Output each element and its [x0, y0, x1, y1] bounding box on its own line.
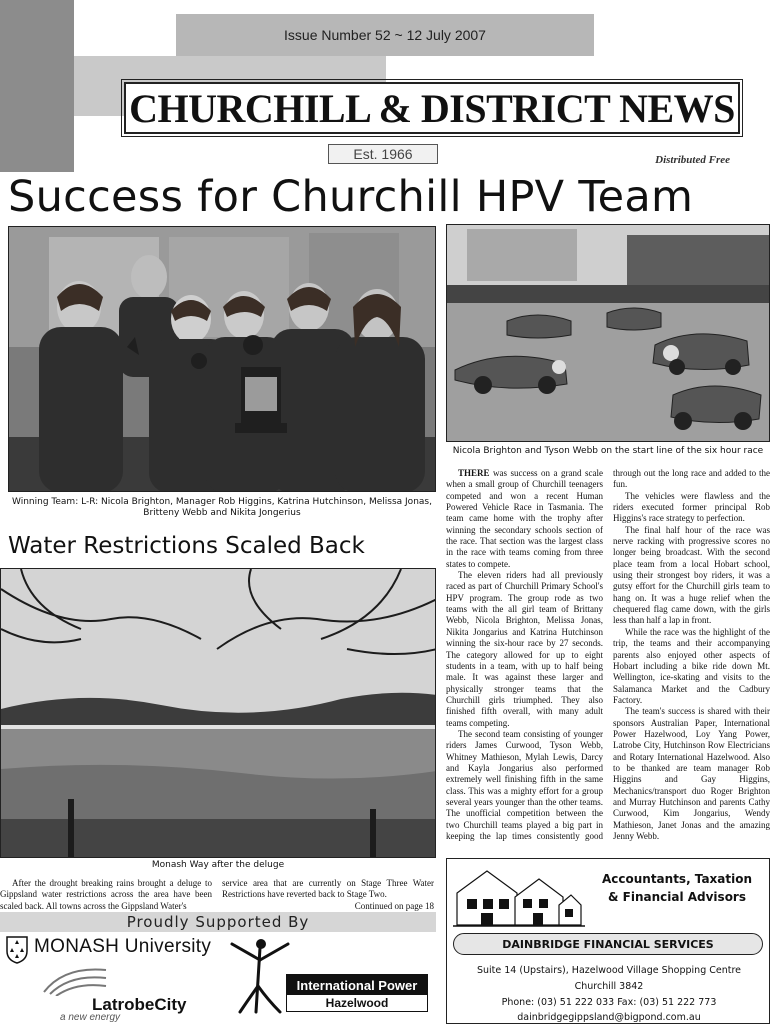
office-building-icon [453, 863, 585, 929]
race-photo [446, 224, 770, 442]
ad-title-line1: Accountants, Taxation [601, 872, 753, 886]
team-photo-caption: Winning Team: L-R: Nicola Brighton, Manager Rob Higgins, Katrina Hutchinson, Melissa Jonas, Britteny Webb and Nikita Jongerius [12, 497, 432, 518]
water-article-col1 [0, 878, 212, 912]
international-power-figure-icon [228, 938, 292, 1018]
ad-phone: Phone: (03) 51 222 033 Fax: (03) 51 222 773 [501, 997, 717, 1008]
article-paragraph: The final half hour of the race was nerve racking with progressive scores no longer being broadcast. With the second place team from a local Hobart school, using their strongest boy riders, it was a gutsy effort for the Churchill girls team to hang on. It was a huge relief when the chequered flag came down, with the girls less than half a lap in front. [613, 524, 770, 626]
established-badge: Est. 1966 [328, 144, 438, 164]
ad-title-line2: & Financial Advisors [607, 890, 746, 904]
latrobe-logo: LatrobeCity [92, 995, 187, 1014]
water-paragraph: After the drought breaking rains brought a deluge to Gippsland water restrictions across the area have been scaled back. All towns across the Gippsland Water's [0, 878, 212, 911]
latrobe-swoosh-icon [40, 966, 110, 996]
ad-address-line1: Suite 14 (Upstairs), Hazelwood Village Shopping Centre [476, 965, 742, 976]
masthead-gray-block [0, 0, 74, 172]
ad-email: dainbridgegippsland@bigpond.com.au [517, 1012, 701, 1023]
issue-line: Issue Number 52 ~ 12 July 2007 [176, 14, 594, 56]
monash-crest-icon [6, 936, 28, 964]
water-paragraph: service area that are currently on Stage Three Water Restrictions have reverted back to Stage Two. [222, 878, 434, 900]
ad-firm-name: DAINBRIDGE FINANCIAL SERVICES [453, 933, 763, 955]
distribution-note: Distributed Free [655, 154, 730, 166]
article-paragraph: While the race was the highlight of the trip, the teams and their accompanying parents also enjoyed other aspects of Hobart including a bike ride down Mt. Wellington, ice-skating and visits to the Salamanca Market and the Cadbury Factory. [613, 626, 770, 705]
latrobe-tagline: a new energy [60, 1012, 121, 1023]
article-paragraph [446, 468, 603, 570]
flood-photo-caption: Monash Way after the deluge [151, 860, 285, 870]
race-photo-caption: Nicola Brighton and Tyson Webb on the start line of the six hour race [452, 446, 764, 456]
team-photo [8, 226, 436, 492]
flood-photo [0, 568, 436, 858]
dainbridge-advertisement [446, 858, 770, 1024]
article-lead-text: was success on a grand scale when a small group of Churchill teenagers competed and won a recent Human Powered Vehicle Race in Tasmania. The team came home with the trophy after winning the secondary schools section of the race. That section was the largest class in the race with teams coming from three states to compete. [446, 468, 603, 569]
article-paragraph: The eleven riders had all previously raced as part of Churchill Primary School's HPV program. The group rode as two teams with the all girl team of Brittany Webb, Nicola Brighton, Melissa Jonas, Nikita Jongarius and Katrina Hutchinson winning the six-hour race by 27 seconds. The category allowed for up to eight students in a team, with up to half being male. It was against these larger and physically stronger teams that the Churchill girls triumphed. They also finished fifth overall, with many adult teams competing. [446, 570, 603, 728]
main-headline: Success for Churchill HPV Team [8, 172, 694, 222]
international-power-name: International Power [287, 975, 427, 995]
article-paragraph: The team's success is shared with their sponsors Australian Paper, International Power Hazelwood, Loy Yang Power, Latrobe City, Hutchinson Row Electricians and Rotary International Hazelwood. Also to be thanked are team manager Rob Higgins and Gay Higgins, Mechanics/transport duo Roger Brighton and Murray Hutchinson and parents Cathy Curwood, Kim Jongarius, Wendy Mathieson, Janet Jonas and the amazing Jenny Webb. [613, 706, 770, 841]
monash-logo: MONASH University [34, 936, 212, 957]
continued-note: Continued on page 18 [354, 900, 434, 911]
article-paragraph: The second team consisting of younger riders James Curwood, Tyson Webb, Whitney Mathieson, Mylah Lewis, Darcy and Kayla Jongarius also performed extremely well finishing fifth in the same class. This was a mighty effort for a group several years younger than the other teams. The unofficial competition between the two Churchill teams played a big part in keeping the lap times consistently good through out the long race and added to the fun. [446, 468, 770, 841]
international-power-site: Hazelwood [287, 995, 427, 1011]
hpv-article [446, 468, 770, 856]
water-article-col2 [222, 878, 434, 912]
international-power-logo [286, 974, 428, 1012]
ad-address-line2: Churchill 3842 [574, 981, 644, 992]
water-headline: Water Restrictions Scaled Back [8, 533, 365, 559]
newspaper-title: CHURCHILL & DISTRICT NEWS [124, 82, 740, 134]
sponsors-heading: Proudly Supported By [0, 912, 436, 932]
article-paragraph: The vehicles were flawless and the riders executed former principal Rob Higgins's race strategy to perfection. [613, 490, 770, 524]
article-lead-word: THERE [458, 468, 490, 478]
